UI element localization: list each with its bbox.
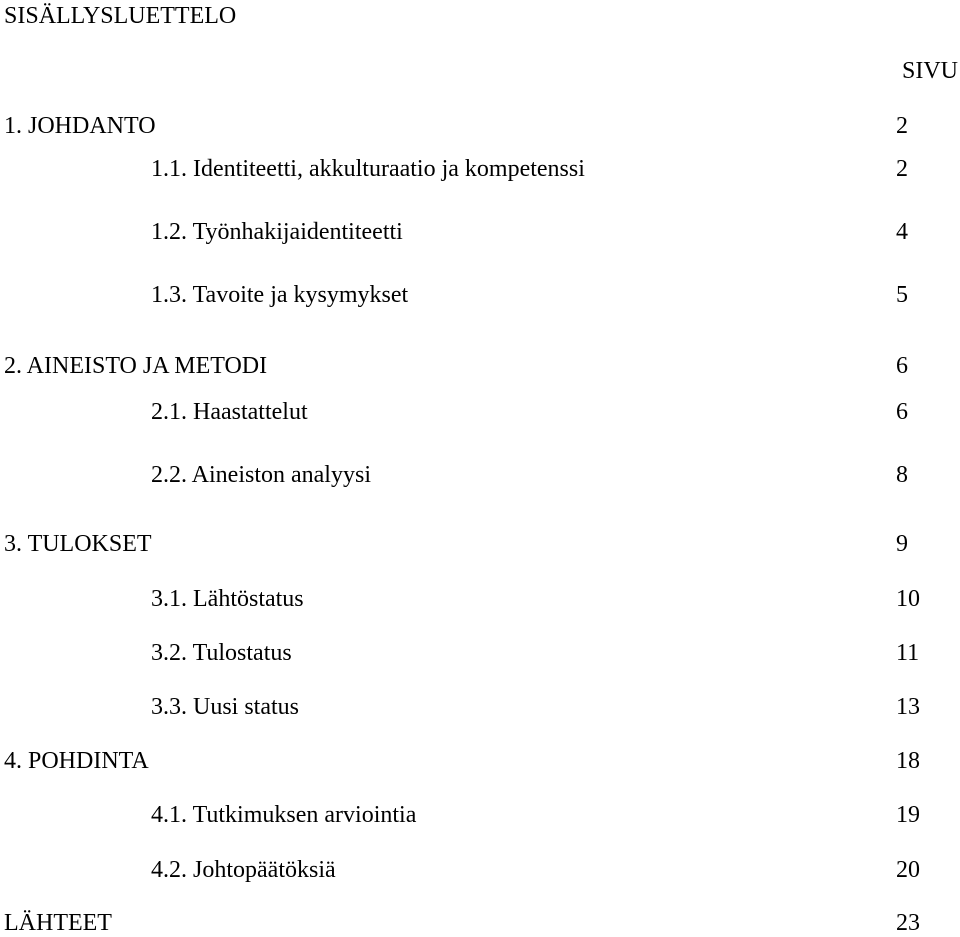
toc-entry-page-number: 10 (896, 586, 920, 612)
toc-entry-page-number: 6 (896, 353, 908, 379)
toc-entry-label: 1.3. Tavoite ja kysymykset (151, 282, 409, 308)
toc-entry (0, 856, 960, 884)
toc-entry-page-number: 23 (896, 910, 920, 936)
toc-entry-label: 4. POHDINTA (4, 748, 149, 774)
page-column-header: SIVU (901, 58, 958, 84)
toc-entry (0, 639, 960, 667)
toc-entry (0, 801, 960, 829)
toc-entry-label: 2. AINEISTO JA METODI (4, 353, 268, 379)
page-title: SISÄLLYSLUETTELO (4, 3, 237, 29)
toc-entry-page-number: 11 (896, 640, 920, 666)
toc-entry (0, 693, 960, 721)
toc-entry-page-number: 9 (896, 531, 908, 557)
toc-entry (0, 281, 960, 309)
toc-entry (0, 398, 960, 426)
toc-entry-label: 3.3. Uusi status (151, 694, 300, 720)
toc-entry (0, 585, 960, 613)
toc-entry-page-number: 2 (896, 156, 908, 182)
toc-entry (0, 218, 960, 246)
toc-entry-page-number: 5 (896, 282, 908, 308)
toc-entry-label: 1. JOHDANTO (4, 113, 156, 139)
toc-entry (0, 461, 960, 489)
toc-entry (0, 747, 960, 775)
toc-entry-label: 1.1. Identiteetti, akkulturaatio ja kompetenssi (151, 156, 585, 182)
toc-entry-label: 3. TULOKSET (4, 531, 152, 557)
toc-entry-label: 4.2. Johtopäätöksiä (151, 857, 336, 883)
toc-entry (0, 112, 960, 140)
toc-entry-page-number: 2 (896, 113, 908, 139)
toc-entry-page-number: 20 (896, 857, 920, 883)
toc-entry-page-number: 4 (896, 219, 908, 245)
toc-entry-label: 3.2. Tulostatus (151, 640, 292, 666)
toc-entry-label: 4.1. Tutkimuksen arviointia (151, 802, 417, 828)
toc-entry-label: 3.1. Lähtöstatus (151, 586, 304, 612)
toc-entry-label: LÄHTEET (4, 910, 112, 936)
toc-entry-label: 1.2. Työnhakijaidentiteetti (151, 219, 403, 245)
toc-entry-page-number: 6 (896, 399, 908, 425)
toc-entry-label: 2.1. Haastattelut (151, 399, 308, 425)
toc-entry (0, 909, 960, 937)
toc-entry (0, 530, 960, 558)
toc-entry-page-number: 13 (896, 694, 920, 720)
toc-entry-page-number: 19 (896, 802, 920, 828)
toc-entry (0, 155, 960, 183)
toc-entry-page-number: 8 (896, 462, 908, 488)
toc-entry (0, 352, 960, 380)
toc-entry-label: 2.2. Aineiston analyysi (151, 462, 371, 488)
toc-entry-page-number: 18 (896, 748, 920, 774)
